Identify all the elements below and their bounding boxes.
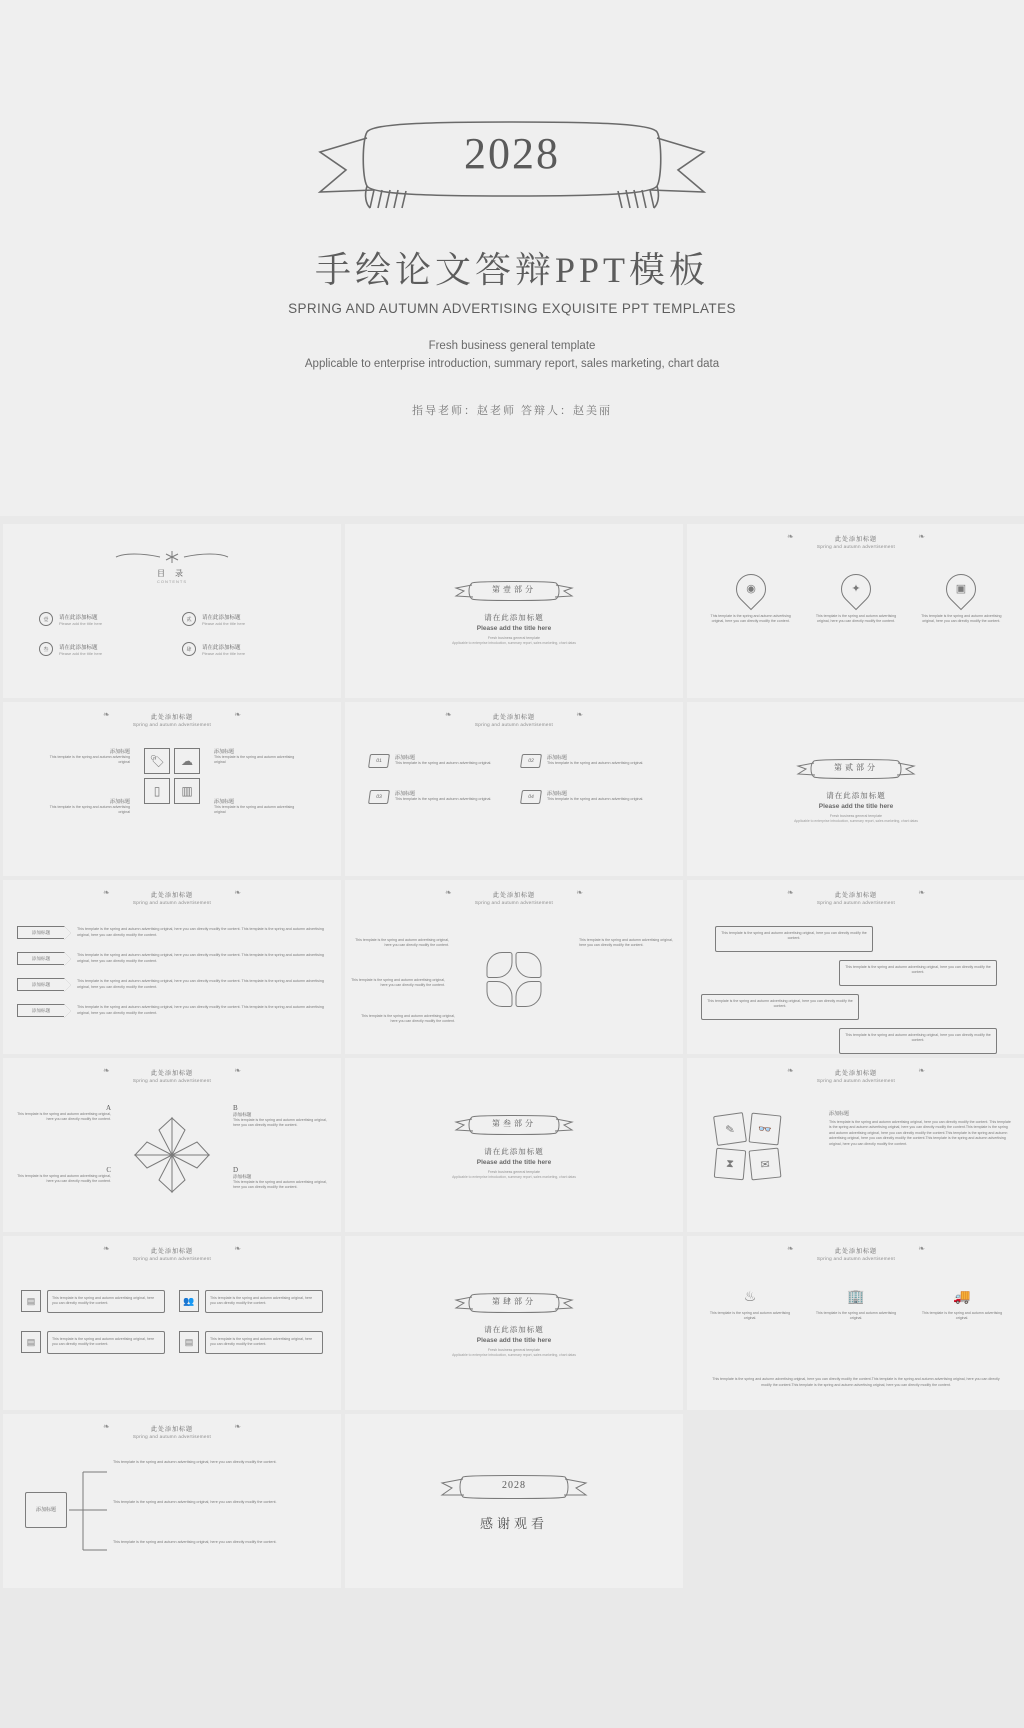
numbered-item-3[interactable] — [369, 790, 507, 804]
cover-year: 2028 — [464, 129, 560, 178]
numbered-item-4-text: This template is the spring and autumn advertising original. — [547, 797, 644, 801]
diamond-text: This template is the spring and autumn advertising original, here you can directly modify the content. This template is the spring and autumn advertising original, here you can directly modify the content.This template is the spring and autumn advertising original, here you can directly modify the content.This template is the spring and autumn advertising original, here you can directly modify the content.This template is the spring and autumn advertising original, here you can directly modify the content. — [829, 1120, 1011, 1146]
toc-heading-cn: 目 录 — [157, 569, 187, 578]
section-four-desc2: Applicable to enterprise introduction, summary report, sales marketing, chart datas — [452, 1352, 576, 1357]
arrow-row-3-text: This template is the spring and autumn advertising original, here you can directly modify the content. This template is the spring and autumn advertising original, here you can directly modify the content. — [77, 978, 324, 989]
stair-box-2[interactable] — [839, 960, 997, 986]
section-one-desc1: Fresh business general template — [487, 635, 541, 640]
numbered-item-1-text: This template is the spring and autumn advertising original. — [395, 761, 492, 765]
card-4[interactable] — [179, 1331, 323, 1354]
arrow-row-3[interactable] — [17, 978, 327, 991]
matrix-block-4-title: 添加标题 — [214, 798, 235, 805]
section-four-ribbon — [454, 1290, 574, 1316]
tree-root[interactable]: 添加标题 — [25, 1492, 67, 1528]
arrow-row-1-text: This template is the spring and autumn advertising original, here you can directly modify the content. This template is the spring and autumn advertising original, here you can directly modify the content. — [77, 926, 324, 937]
section-one-label: 第壹部分 — [492, 584, 536, 594]
leaf-icon: ❧ — [103, 710, 110, 719]
numbered-item-1-number: 01 — [368, 754, 390, 768]
section-three-label: 第叁部分 — [492, 1118, 536, 1128]
slide-header-en: Spring and autumn advertisement — [474, 722, 554, 727]
pinwheel-b-letter: B — [233, 1104, 238, 1112]
stair-box-3-text: This template is the spring and autumn advertising original, here you can directly modify the content. — [707, 999, 853, 1009]
slide-header-en: Spring and autumn advertisement — [132, 900, 212, 905]
section-two-ribbon — [796, 756, 916, 782]
leaf-icon: ❧ — [445, 888, 452, 897]
section-two-title-en: Please add the title here — [818, 802, 894, 810]
toc-heading-en: CONTENTS — [157, 579, 187, 584]
cover-title: 手绘论文答辩PPT模板 — [314, 250, 710, 290]
slide-header-cn: 此处添加标题 — [150, 1249, 193, 1255]
slide-header-en: Spring and autumn advertisement — [816, 544, 896, 549]
glasses-icon: 👓 — [749, 1113, 782, 1146]
leaf-icon: ❧ — [445, 710, 452, 719]
pinwheel-d-title: 添加标题 — [233, 1174, 252, 1179]
slide-three-column-icons[interactable] — [687, 1236, 1024, 1410]
pen-icon: ✎ — [713, 1112, 747, 1146]
thanks-ribbon — [439, 1471, 589, 1503]
section-two-label: 第贰部分 — [834, 762, 878, 772]
leaf-icon: ❧ — [918, 1066, 925, 1075]
toc-item-3-number: 叁 — [39, 642, 53, 656]
cloud-icon: ☁ — [174, 748, 200, 774]
slide-numbered-four-blocks[interactable] — [345, 702, 683, 876]
arrow-row-2-text: This template is the spring and autumn advertising original, here you can directly modify the content. This template is the spring and autumn advertising original, here you can directly modify the content. — [77, 952, 324, 963]
toc-item-2-number: 贰 — [182, 612, 196, 626]
petal-text-2: This template is the spring and autumn advertising original, here you can directly modify the content. — [579, 938, 673, 948]
tree-branch-2-text: This template is the spring and autumn advertising original, here you can directly modify the content. — [113, 1500, 277, 1504]
leaf-icon: ❧ — [234, 888, 241, 897]
numbered-item-4-number: 04 — [520, 790, 542, 804]
people-icon: 👥 — [179, 1290, 199, 1312]
slide-section-divider-two[interactable] — [687, 702, 1024, 876]
pinwheel-b-title: 添加标题 — [233, 1112, 252, 1117]
slide-arrow-tag-list[interactable] — [3, 880, 341, 1054]
slide-header-cn: 此处添加标题 — [150, 1071, 193, 1077]
arrow-row-1[interactable] — [17, 926, 327, 939]
matrix-block-4-text: This template is the spring and autumn advertising original — [214, 804, 295, 815]
three-column-bottom-text: This template is the spring and autumn advertising original, here you can directly modify the content.This template is the spring and autumn advertising original, here you can directly modify the content.This template is the spring and autumn advertising original, here you can directly modify the content. — [712, 1377, 1000, 1387]
truck-icon: 🚚 — [953, 1288, 971, 1304]
leaf-icon: ❧ — [918, 1244, 925, 1253]
leaf-icon: ❧ — [103, 1422, 110, 1431]
pinwheel-a-letter: A — [105, 1104, 111, 1112]
arrow-row-2-tag: 添加标题 — [17, 952, 65, 965]
pinwheel-c-letter: C — [106, 1166, 111, 1174]
arrow-row-4-tag: 添加标题 — [17, 1004, 65, 1017]
petal-text-4: This template is the spring and autumn advertising original, here you can directly modify the content. — [361, 1014, 455, 1024]
numbered-item-3-title: 添加标题 — [395, 791, 416, 797]
list-icon: ▤ — [179, 1331, 199, 1353]
column-1[interactable] — [708, 1288, 792, 1322]
slide-table-of-contents[interactable] — [3, 524, 341, 698]
toc-item-4-en: Please add the title here — [202, 650, 246, 656]
column-3-text: This template is the spring and autumn advertising original. — [921, 1311, 1003, 1321]
section-two-desc1: Fresh business general template — [829, 813, 883, 818]
phone-icon: ▯ — [144, 778, 170, 804]
toc-item-2-en: Please add the title here — [202, 620, 246, 626]
stair-box-2-text: This template is the spring and autumn advertising original, here you can directly modify the content. — [845, 965, 991, 975]
slide-header-cn: 此处添加标题 — [834, 893, 877, 899]
stair-box-1-text: This template is the spring and autumn advertising original, here you can directly modify the content. — [721, 931, 867, 941]
slide-thank-you[interactable] — [345, 1414, 683, 1588]
slide-section-divider-three[interactable] — [345, 1058, 683, 1232]
slide-header-cn: 此处添加标题 — [834, 1071, 877, 1077]
toc-item-1[interactable] — [39, 612, 162, 626]
slide-header-cn: 此处添加标题 — [150, 715, 193, 721]
stair-box-4[interactable] — [839, 1028, 997, 1054]
stair-box-4-text: This template is the spring and autumn advertising original, here you can directly modify the content. — [845, 1033, 991, 1043]
pinwheel-a-text: This template is the spring and autumn advertising original, here you can directly modify the content. — [17, 1112, 111, 1122]
toc-item-4-number: 肆 — [182, 642, 196, 656]
photo-icon: ▣ — [940, 568, 982, 610]
arrow-row-1-tag: 添加标题 — [17, 926, 65, 939]
tree-branch-3-text: This template is the spring and autumn advertising original, here you can directly modify the content. — [113, 1540, 277, 1544]
pinwheel-item-b[interactable] — [233, 1104, 329, 1129]
leaf-icon: ❧ — [103, 1244, 110, 1253]
card-2-text: This template is the spring and autumn advertising original, here you can directly modify the content. — [205, 1290, 323, 1313]
leaf-icon: ❧ — [234, 1066, 241, 1075]
building-icon: 🏢 — [847, 1288, 865, 1304]
arrow-row-3-tag: 添加标题 — [17, 978, 65, 991]
section-two-desc2: Applicable to enterprise introduction, summary report, sales marketing, chart datas — [794, 818, 918, 823]
toc-item-3-en: Please add the title here — [59, 650, 103, 656]
section-two-title-cn: 请在此添加标题 — [826, 790, 886, 800]
section-three-title-cn: 请在此添加标题 — [484, 1146, 544, 1156]
section-three-ribbon — [454, 1112, 574, 1138]
numbered-item-3-text: This template is the spring and autumn advertising original. — [395, 797, 492, 801]
pinwheel-item-d[interactable] — [233, 1166, 329, 1191]
pin-item-1[interactable] — [708, 574, 794, 625]
pinwheel-d-text: This template is the spring and autumn advertising original, here you can directly modify the content. — [233, 1180, 327, 1190]
diamond-title: 添加标题 — [829, 1111, 850, 1117]
slide-staircase-flow[interactable] — [687, 880, 1024, 1054]
slide-header-en: Spring and autumn advertisement — [132, 1434, 212, 1439]
empty-grid-cell — [687, 1414, 1024, 1588]
section-one-ribbon — [454, 578, 574, 604]
slide-header-cn: 此处添加标题 — [834, 537, 877, 543]
stair-box-1[interactable] — [715, 926, 873, 952]
matrix-block-1-text: This template is the spring and autumn advertising original — [49, 755, 130, 765]
slide-petal-circle-diagram[interactable] — [345, 880, 683, 1054]
card-3-text: This template is the spring and autumn advertising original, here you can directly modify the content. — [47, 1331, 165, 1354]
matrix-block-1-title: 添加标题 — [109, 749, 130, 755]
card-4-text: This template is the spring and autumn advertising original, here you can directly modify the content. — [205, 1331, 323, 1354]
slide-header-en: Spring and autumn advertisement — [816, 900, 896, 905]
section-one-title-en: Please add the title here — [476, 624, 552, 632]
petal-3 — [487, 981, 513, 1007]
arrow-row-4[interactable] — [17, 1004, 327, 1017]
section-one-desc2: Applicable to enterprise introduction, summary report, sales marketing, chart datas — [452, 640, 576, 645]
cover-ribbon — [312, 112, 712, 222]
pinwheel-c-text: This template is the spring and autumn advertising original, here you can directly modify the content. — [17, 1174, 111, 1184]
pin-item-3-text: This template is the spring and autumn advertising original, here you can directly modify the content. — [921, 614, 1002, 624]
thanks-year: 2028 — [502, 1479, 526, 1491]
leaf-icon: ❧ — [918, 532, 925, 541]
section-three-desc2: Applicable to enterprise introduction, summary report, sales marketing, chart datas — [452, 1174, 576, 1179]
section-one-title-cn: 请在此添加标题 — [484, 612, 544, 622]
leaf-icon: ❧ — [103, 1066, 110, 1075]
toc-item-3[interactable] — [39, 642, 162, 656]
matrix-block-3-title: 添加标题 — [109, 798, 130, 805]
section-four-title-cn: 请在此添加标题 — [484, 1324, 544, 1334]
toc-item-1-number: 壹 — [39, 612, 53, 626]
slide-four-icon-matrix[interactable] — [3, 702, 341, 876]
toc-item-3-cn: 请在此添加标题 — [59, 644, 98, 651]
leaf-icon: ❧ — [787, 1244, 794, 1253]
section-four-desc1: Fresh business general template — [487, 1347, 541, 1352]
numbered-item-2-title: 添加标题 — [547, 755, 568, 761]
owl-icon: ◉ — [729, 568, 771, 610]
slide-four-diamond-icons[interactable] — [687, 1058, 1024, 1232]
leaf-icon: ❧ — [576, 710, 583, 719]
stair-box-3[interactable] — [701, 994, 859, 1020]
slide-header-en: Spring and autumn advertisement — [132, 722, 212, 727]
cover-desc-line2: Applicable to enterprise introduction, summary report, sales marketing, chart data — [304, 357, 720, 370]
matrix-block-2-title: 添加标题 — [214, 749, 235, 755]
cover-subtitle: SPRING AND AUTUMN ADVERTISING EXQUISITE PPT TEMPLATES — [288, 301, 736, 316]
matrix-block-3-text: This template is the spring and autumn advertising original — [49, 804, 130, 815]
slide-header-cn: 此处添加标题 — [834, 1249, 877, 1255]
card-3[interactable] — [21, 1331, 165, 1354]
section-four-label: 第肆部分 — [492, 1296, 536, 1306]
cover-slide[interactable] — [0, 0, 1024, 516]
petal-text-3: This template is the spring and autumn advertising original, here you can directly modify the content. — [351, 978, 445, 988]
leaf-icon: ❧ — [234, 1244, 241, 1253]
leaf-icon: ❧ — [576, 888, 583, 897]
numbered-item-2-number: 02 — [520, 754, 542, 768]
toc-item-2-cn: 请在此添加标题 — [202, 614, 241, 621]
column-2-text: This template is the spring and autumn advertising original. — [815, 1311, 897, 1321]
cup-icon: ♨ — [743, 1288, 757, 1304]
hourglass-icon: ⧗ — [714, 1148, 747, 1181]
column-1-text: This template is the spring and autumn advertising original. — [709, 1311, 791, 1321]
slide-header-cn: 此处添加标题 — [492, 893, 535, 899]
slide-header-en: Spring and autumn advertisement — [816, 1256, 896, 1261]
pinwheel-d-letter: D — [233, 1166, 239, 1174]
toc-item-1-cn: 请在此添加标题 — [59, 614, 98, 621]
pinwheel-item-a[interactable] — [15, 1104, 111, 1123]
numbered-item-4[interactable] — [521, 790, 659, 804]
slide-three-pin-icons[interactable] — [687, 524, 1024, 698]
book-icon: ▤ — [21, 1290, 41, 1312]
sale-tag-icon: 🏷 — [144, 748, 170, 774]
numbered-item-4-title: 添加标题 — [547, 791, 568, 797]
clipboard-icon: ▤ — [21, 1331, 41, 1353]
slide-tree-branch-layout[interactable] — [3, 1414, 341, 1588]
numbered-item-2-text: This template is the spring and autumn advertising original. — [547, 761, 644, 765]
slide-header-cn: 此处添加标题 — [150, 1427, 193, 1433]
pinwheel-b-text: This template is the spring and autumn advertising original, here you can directly modify the content. — [233, 1118, 327, 1128]
cover-description — [302, 338, 722, 374]
slide-header-cn: 此处添加标题 — [492, 715, 535, 721]
arrow-row-2[interactable] — [17, 952, 327, 965]
slide-grid — [0, 524, 1024, 1588]
cover-meta: 指导老师：赵老师 答辩人：赵美丽 — [411, 404, 613, 417]
card-2[interactable] — [179, 1290, 323, 1313]
leaf-icon: ❧ — [234, 1422, 241, 1431]
pin-item-3[interactable] — [918, 574, 1004, 625]
card-1-text: This template is the spring and autumn advertising original, here you can directly modify the content. — [47, 1290, 165, 1313]
slide-header-en: Spring and autumn advertisement — [474, 900, 554, 905]
chart-icon: ▥ — [174, 778, 200, 804]
leaf-icon: ❧ — [787, 532, 794, 541]
cover-desc-line1: Fresh business general template — [428, 340, 596, 352]
petal-2 — [516, 952, 542, 978]
matrix-block-2-text: This template is the spring and autumn advertising original — [214, 755, 295, 765]
tree-branch-1-text: This template is the spring and autumn advertising original, here you can directly modify the content. — [113, 1460, 277, 1464]
petal-4 — [516, 981, 542, 1007]
numbered-item-1[interactable] — [369, 754, 507, 768]
toc-item-1-en: Please add the title here — [59, 620, 103, 626]
toc-item-4-cn: 请在此添加标题 — [202, 644, 241, 651]
card-1[interactable] — [21, 1290, 165, 1313]
slide-header-en: Spring and autumn advertisement — [132, 1256, 212, 1261]
leaf-icon: ❧ — [103, 888, 110, 897]
column-2[interactable] — [814, 1288, 898, 1322]
slide-header-en: Spring and autumn advertisement — [132, 1078, 212, 1083]
mail-icon: ✉ — [749, 1148, 782, 1181]
petal-text-1: This template is the spring and autumn advertising original, here you can directly modify the content. — [355, 938, 449, 948]
numbered-item-2[interactable] — [521, 754, 659, 768]
section-three-title-en: Please add the title here — [476, 1158, 552, 1166]
pin-item-2[interactable] — [813, 574, 899, 625]
toc-item-2[interactable] — [182, 612, 305, 626]
pin-item-1-text: This template is the spring and autumn advertising original, here you can directly modify the content. — [710, 614, 791, 624]
slide-header-en: Spring and autumn advertisement — [816, 1078, 896, 1083]
column-3[interactable] — [920, 1288, 1004, 1322]
slide-section-divider-one[interactable] — [345, 524, 683, 698]
numbered-item-1-title: 添加标题 — [395, 755, 416, 761]
pin-icon: ✦ — [835, 568, 877, 610]
numbered-item-3-number: 03 — [368, 790, 390, 804]
leaf-icon: ❧ — [234, 710, 241, 719]
leaf-icon: ❧ — [787, 888, 794, 897]
slide-four-icon-cards[interactable] — [3, 1236, 341, 1410]
slide-abcd-pinwheel[interactable] — [3, 1058, 341, 1232]
pinwheel-item-c[interactable] — [15, 1166, 111, 1185]
thanks-text: 感谢观看 — [479, 1515, 548, 1531]
leaf-icon: ❧ — [918, 888, 925, 897]
slide-section-divider-four[interactable] — [345, 1236, 683, 1410]
leaf-icon: ❧ — [787, 1066, 794, 1075]
toc-item-4[interactable] — [182, 642, 305, 656]
pin-item-2-text: This template is the spring and autumn advertising original, here you can directly modify the content. — [815, 614, 897, 624]
section-three-desc1: Fresh business general template — [487, 1169, 541, 1174]
arrow-row-4-text: This template is the spring and autumn advertising original, here you can directly modify the content. This template is the spring and autumn advertising original, here you can directly modify the content. — [77, 1004, 324, 1015]
petal-1 — [487, 952, 513, 978]
section-four-title-en: Please add the title here — [476, 1336, 552, 1344]
slide-header-cn: 此处添加标题 — [150, 893, 193, 899]
